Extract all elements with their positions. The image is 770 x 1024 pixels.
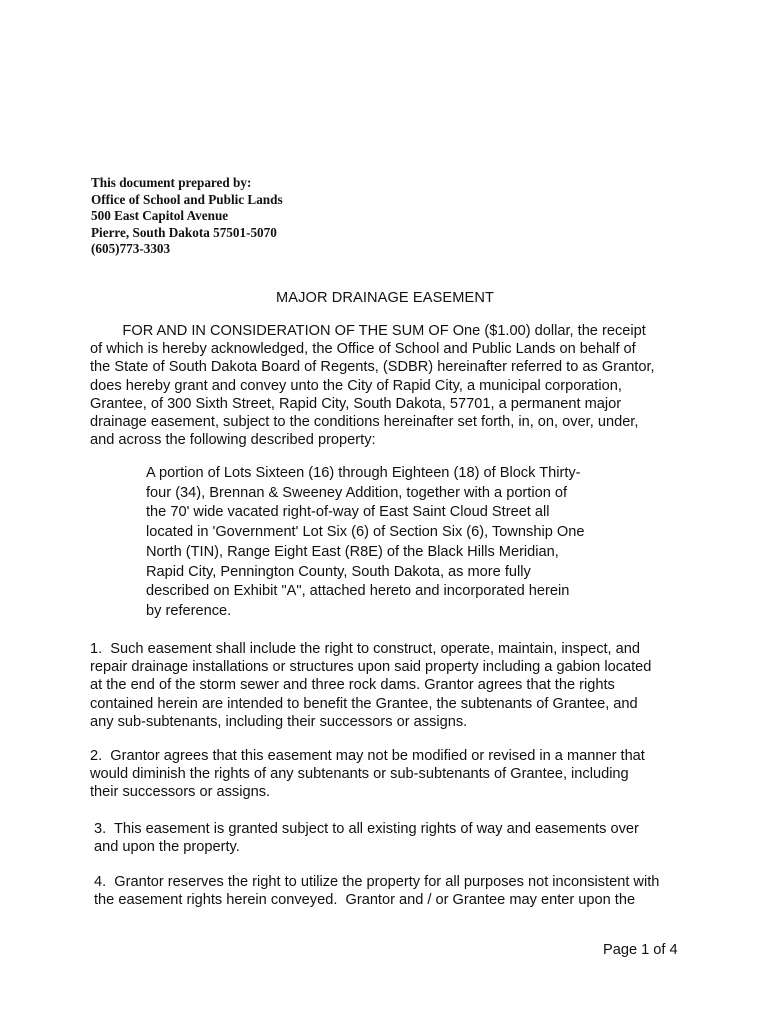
clause-line: 2. Grantor agrees that this easement may not be modified or revised in a manner that	[90, 748, 645, 764]
preparer-line: Office of School and Public Lands	[91, 191, 283, 207]
clause-line: their successors or assigns.	[90, 784, 271, 801]
clause-line: at the end of the storm sewer and three rock dams. Grantor agrees that the rights	[90, 677, 615, 694]
legal-description	[146, 464, 584, 622]
legal-line: North (TIN), Range Eight East (R8E) of the Black Hills Meridian,	[146, 543, 559, 560]
clause-line: 3. This easement is granted subject to all existing rights of way and easements over	[94, 821, 639, 837]
intro-line: Grantee, of 300 Sixth Street, Rapid City, South Dakota, 57701, a permanent major	[90, 395, 622, 412]
intro-line: and across the following described property:	[90, 432, 376, 449]
preparer-block	[91, 175, 283, 258]
clause-line: contained herein are intended to benefit the Grantee, the subtenants of Grantee, and	[90, 695, 638, 712]
clause-line: the easement rights herein conveyed. Grantor and / or Grantee may enter upon the	[94, 892, 636, 909]
legal-line: Rapid City, Pennington County, South Dakota, as more fully	[146, 563, 531, 580]
preparer-line: 500 East Capitol Avenue	[91, 208, 229, 224]
intro-line: does hereby grant and convey unto the City of Rapid City, a municipal corporation,	[90, 377, 622, 394]
preparer-line: Pierre, South Dakota 57501-5070	[91, 224, 277, 240]
legal-line: described on Exhibit "A", attached hereto and incorporated herein	[146, 583, 570, 600]
clause-2	[90, 747, 645, 802]
preparer-line: (605)773-3303	[91, 241, 171, 257]
intro-line: of which is hereby acknowledged, the Office of School and Public Lands on behalf of	[90, 341, 636, 358]
legal-line: four (34), Brennan & Sweeney Addition, together with a portion of	[146, 484, 568, 501]
page-number: Page 1 of 4	[603, 942, 678, 958]
preparer-line: This document prepared by:	[91, 175, 252, 190]
legal-line: located in 'Government' Lot Six (6) of Section Six (6), Township One	[146, 524, 585, 541]
clause-1	[90, 640, 651, 731]
legal-line: the 70' wide vacated right-of-way of East Saint Cloud Street all	[146, 504, 550, 521]
clause-line: repair drainage installations or structures upon said property including a gabion located	[90, 659, 652, 676]
intro-line: FOR AND IN CONSIDERATION OF THE SUM OF One ($1.00) dollar, the receipt	[90, 323, 646, 339]
intro-paragraph	[90, 322, 655, 449]
intro-line: drainage easement, subject to the conditions hereinafter set forth, in, on, over, under,	[90, 414, 639, 431]
legal-line: by reference.	[146, 602, 232, 619]
clause-4	[94, 873, 659, 909]
clause-line: and upon the property.	[94, 839, 240, 856]
clause-line: would diminish the rights of any subtenants or sub-subtenants of Grantee, including	[90, 766, 629, 783]
clause-3	[94, 820, 639, 856]
clause-line: 1. Such easement shall include the right to construct, operate, maintain, inspect, and	[90, 641, 641, 657]
document-title: MAJOR DRAINAGE EASEMENT	[276, 290, 494, 306]
clause-line: 4. Grantor reserves the right to utilize the property for all purposes not inconsistent with	[94, 874, 660, 890]
intro-line: the State of South Dakota Board of Regents, (SDBR) hereinafter referred to as Grantor,	[90, 359, 655, 376]
legal-line: A portion of Lots Sixteen (16) through Eighteen (18) of Block Thirty-	[146, 465, 581, 481]
clause-line: any sub-subtenants, including their successors or assigns.	[90, 713, 468, 730]
